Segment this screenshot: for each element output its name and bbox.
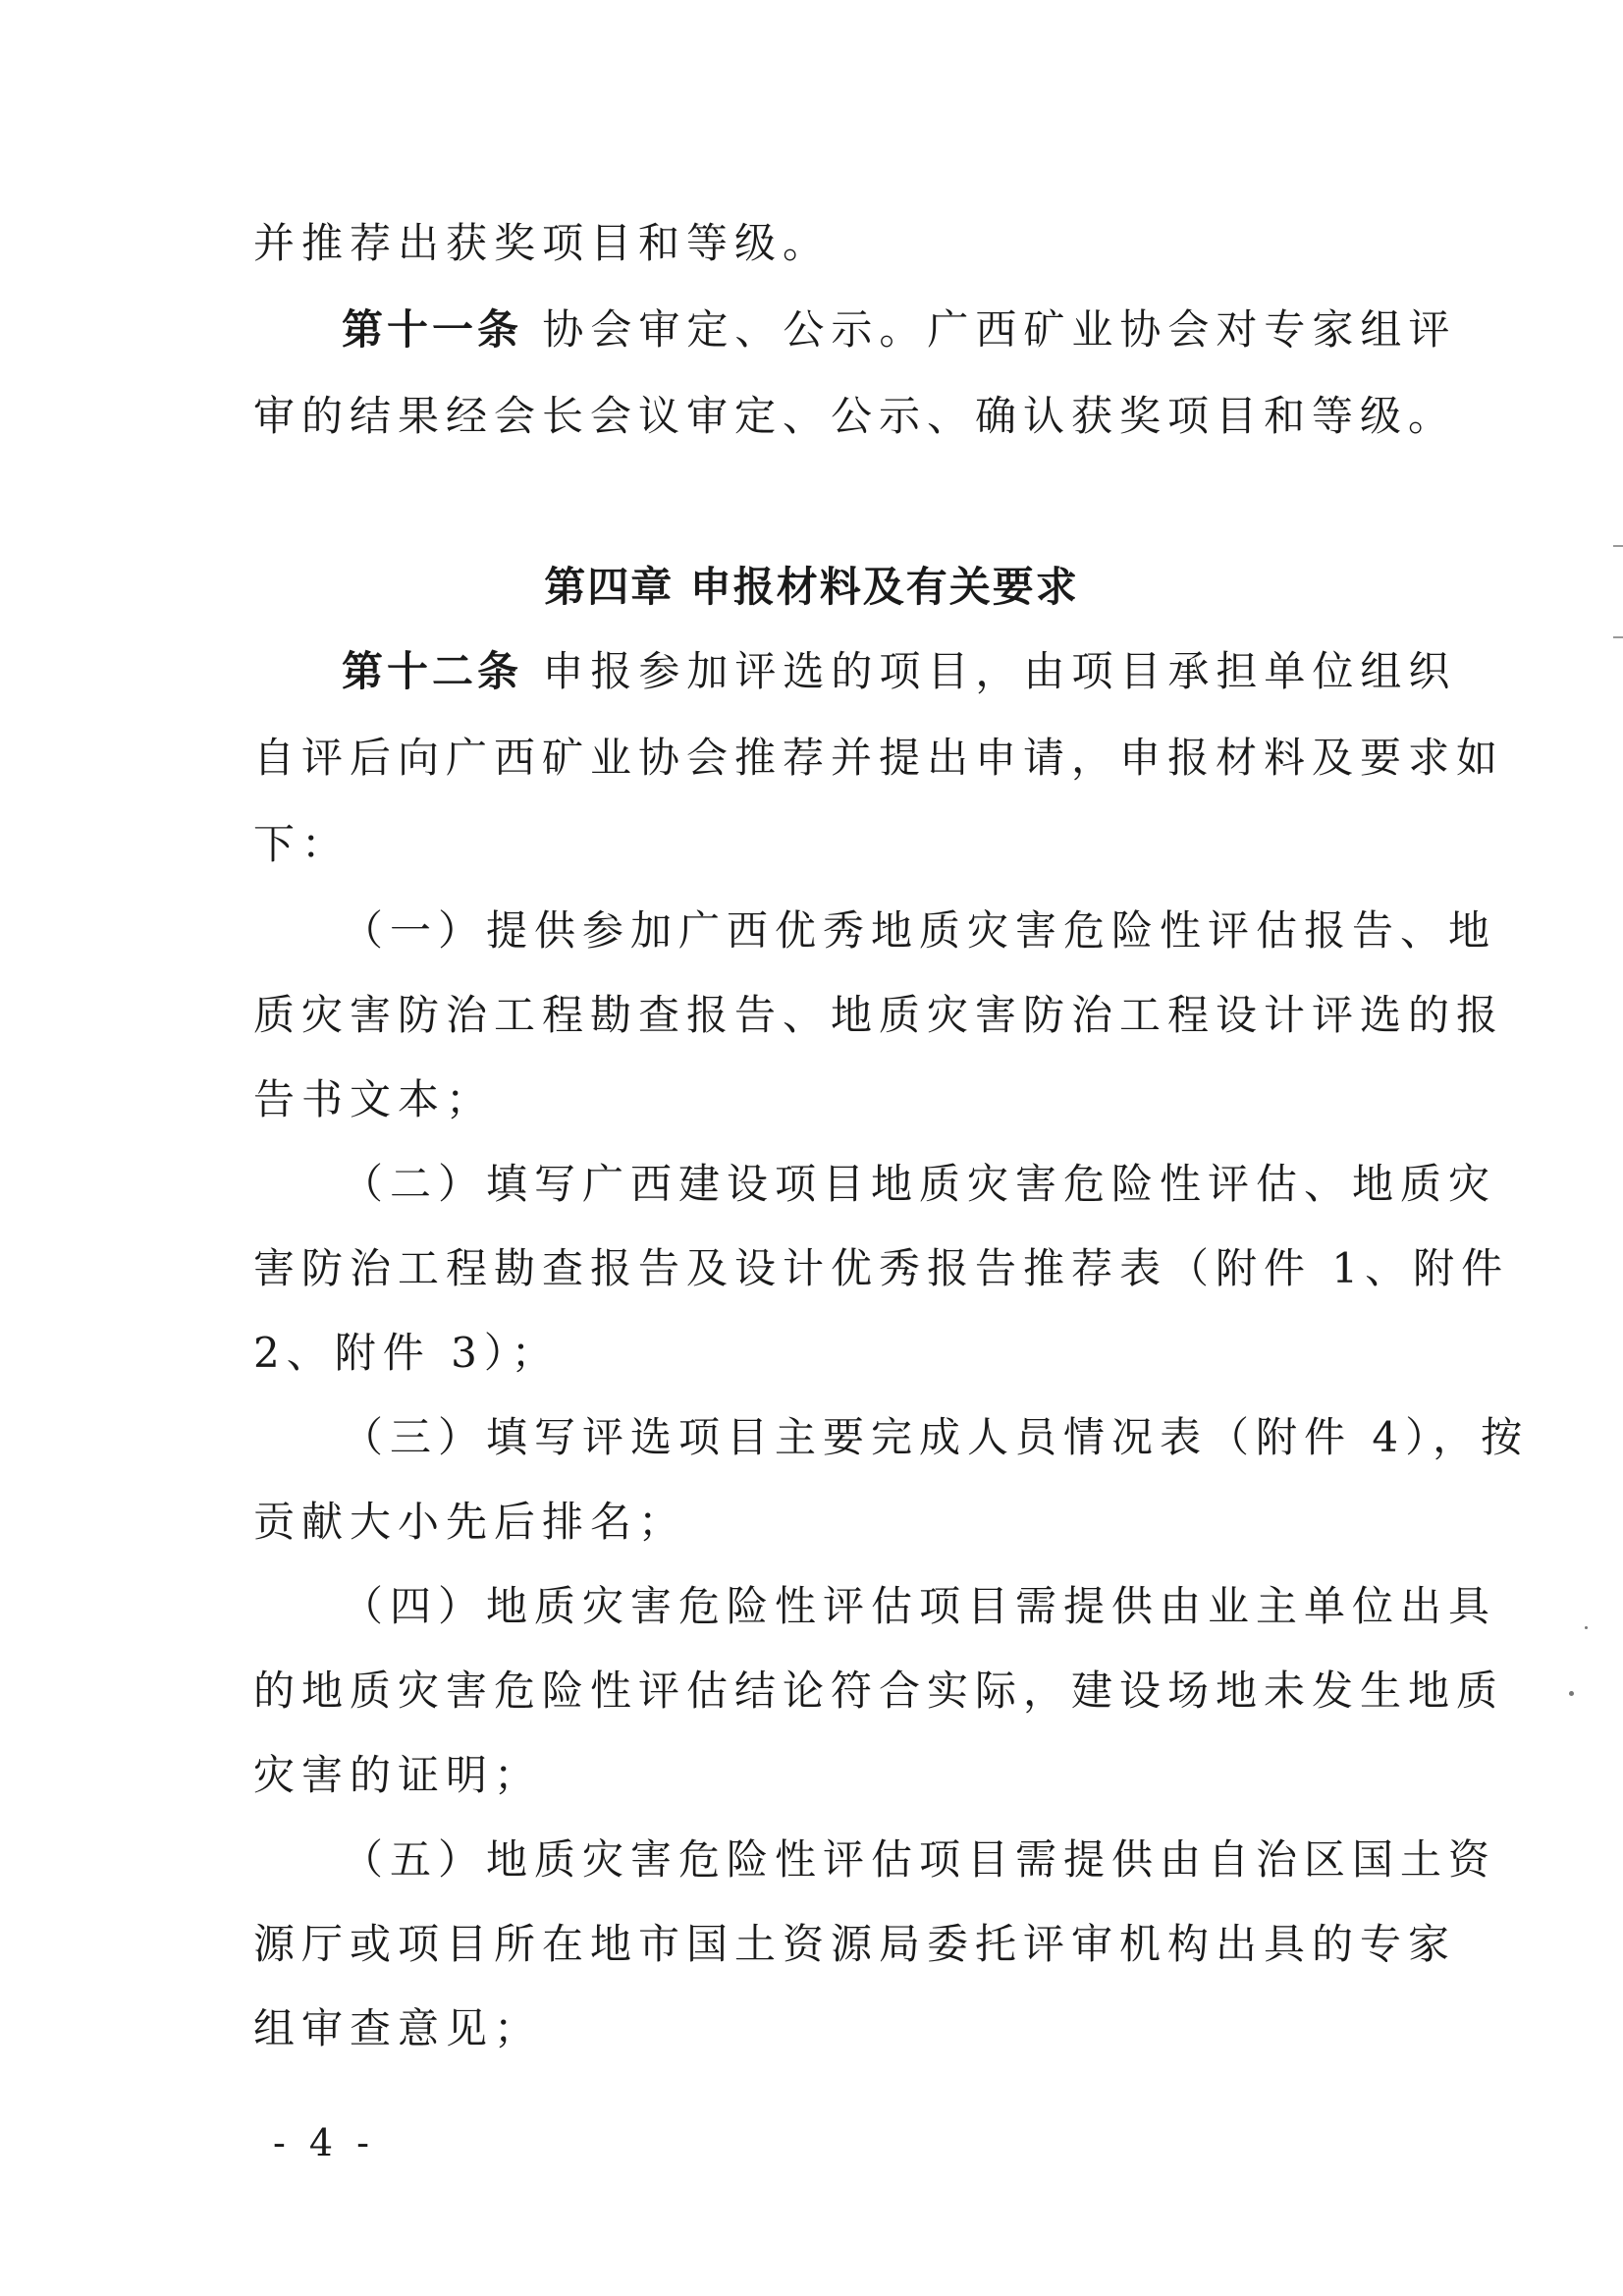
text-line xyxy=(253,1915,1457,1974)
scan-edge-mark xyxy=(1613,636,1623,638)
scan-fleck xyxy=(1585,1626,1588,1629)
line-text: 灾害的证明； xyxy=(253,1751,543,1799)
item-2-line xyxy=(342,1155,1497,1214)
line-text: （一）提供参加广西优秀地质灾害危险性评估报告、地 xyxy=(342,906,1497,955)
text-line xyxy=(253,729,1505,788)
text-line xyxy=(253,1070,1382,1129)
page-number: - 4 - xyxy=(273,2121,376,2164)
item-5-line xyxy=(342,1831,1497,1889)
article-heading: 第十一条 xyxy=(342,305,523,354)
article-heading: 第十二条 xyxy=(342,647,523,695)
text-line xyxy=(253,1493,1382,1552)
line-text: 质灾害防治工程勘查报告、地质灾害防治工程设计评选的报 xyxy=(253,991,1505,1039)
line-text: 申报参加评选的项目，由项目承担单位组织 xyxy=(542,647,1457,695)
text-line xyxy=(253,815,1382,874)
line-text: 源厅或项目所在地市国土资源局委托评审机构出具的专家 xyxy=(253,1920,1457,1968)
line-text: 审的结果经会长会议审定、公示、确认获奖项目和等级。 xyxy=(253,392,1457,440)
text-line xyxy=(253,1746,1382,1805)
line-text: 告书文本； xyxy=(253,1075,495,1123)
line-text: （三）填写评选项目主要完成人员情况表（附件 4），按 xyxy=(342,1413,1530,1461)
line-text: 2、附件 3）； xyxy=(253,1329,560,1377)
chapter-title: 第四章 申报材料及有关要求 xyxy=(544,563,1079,611)
line-text: 并推荐出获奖项目和等级。 xyxy=(253,219,832,267)
item-1-line xyxy=(342,902,1497,960)
scan-edge-mark xyxy=(1613,545,1623,547)
text-line xyxy=(253,214,1382,273)
article-12-line xyxy=(342,642,1457,701)
line-text: 协会审定、公示。广西矿业协会对专家组评 xyxy=(542,305,1457,354)
scan-fleck xyxy=(1569,1691,1574,1696)
text-line xyxy=(253,986,1505,1045)
text-line xyxy=(253,1999,1382,2058)
line-text: 的地质灾害危险性评估结论符合实际，建设场地未发生地质 xyxy=(253,1667,1505,1715)
line-text: 贡献大小先后排名； xyxy=(253,1498,687,1546)
line-text: 下： xyxy=(253,820,351,868)
line-text: 组审查意见； xyxy=(253,2004,543,2052)
line-text: 自评后向广西矿业协会推荐并提出申请，申报材料及要求如 xyxy=(253,734,1505,782)
line-text: 害防治工程勘查报告及设计优秀报告推荐表（附件 1、附件 xyxy=(253,1244,1510,1292)
text-line xyxy=(253,1662,1505,1721)
line-text: （五）地质灾害危险性评估项目需提供由自治区国土资 xyxy=(342,1835,1497,1884)
item-3-line xyxy=(342,1408,1530,1467)
text-line xyxy=(253,387,1457,446)
line-text: （二）填写广西建设项目地质灾害危险性评估、地质灾 xyxy=(342,1160,1497,1208)
line-text: （四）地质灾害危险性评估项目需提供由业主单位出具 xyxy=(342,1582,1497,1630)
text-line xyxy=(253,1239,1510,1298)
text-line xyxy=(253,1324,1382,1383)
article-11-line xyxy=(342,301,1457,359)
item-4-line xyxy=(342,1577,1497,1636)
